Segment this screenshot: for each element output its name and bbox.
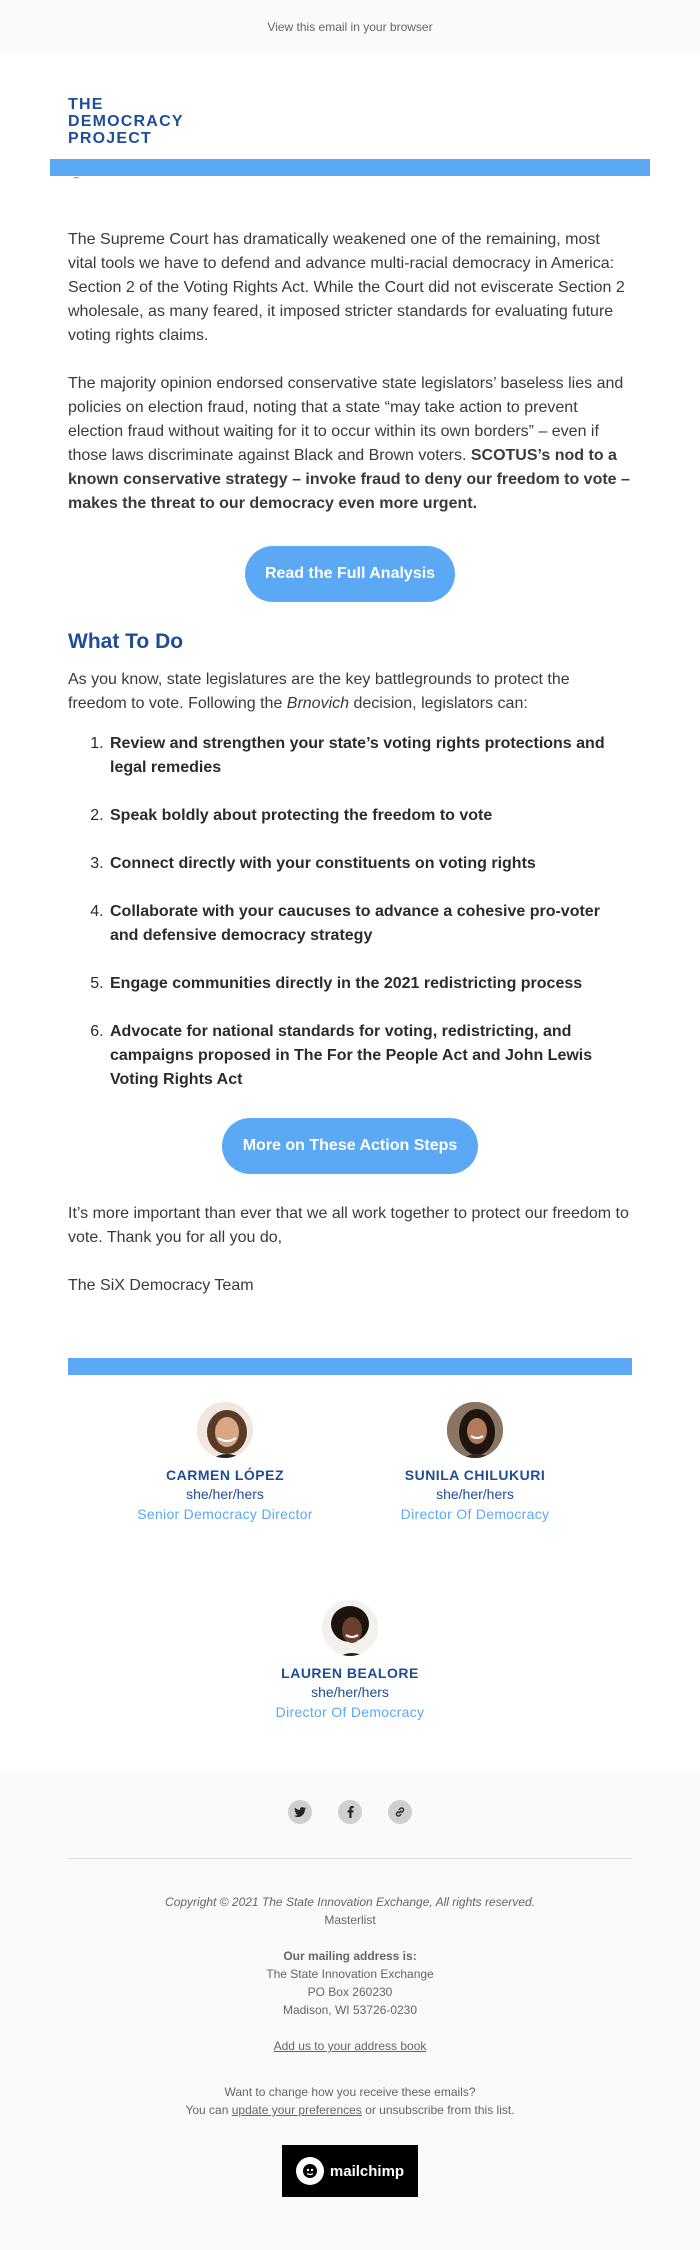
copyright-text: Copyright © 2021 The State Innovation Exchange, All rights reserved. xyxy=(165,1895,535,1909)
preferences-text-start: You can xyxy=(185,2103,232,2117)
staff-divider-bar xyxy=(68,1358,632,1375)
staff-role: Director Of Democracy xyxy=(400,1506,550,1522)
staff-row-2 xyxy=(0,1598,700,1770)
staff-card-lauren xyxy=(255,1598,445,1720)
staff-role: Senior Democracy Director xyxy=(137,1506,313,1522)
lauren-photo-icon xyxy=(322,1600,380,1658)
address-line-1: The State Innovation Exchange xyxy=(266,1967,434,1981)
button-row-1 xyxy=(68,546,632,602)
more-action-steps-button[interactable]: More on These Action Steps xyxy=(222,1118,478,1174)
browser-view-bar xyxy=(0,0,700,54)
staff-pronouns: she/her/hers xyxy=(436,1486,514,1502)
action-step-1: 1. Review and strengthen your state’s voting rights protections and legal remedies xyxy=(108,732,632,780)
avatar xyxy=(320,1598,380,1658)
avatar xyxy=(445,1400,505,1460)
email-footer xyxy=(0,1770,700,2237)
read-full-analysis-button[interactable]: Read the Full Analysis xyxy=(245,546,455,602)
closing-paragraph: It’s more important than ever that we all work together to protect our freedom to vote. Thank you for all you do, xyxy=(68,1205,629,1246)
logo-line-1: THE xyxy=(68,96,104,113)
signoff: The SiX Democracy Team xyxy=(68,1277,254,1294)
divider-mark: _ xyxy=(74,168,80,178)
address-line-2: PO Box 260230 xyxy=(307,1985,393,1999)
staff-name: LAUREN BEALORE xyxy=(281,1665,419,1681)
unsubscribe-text: or unsubscribe from this list. xyxy=(361,2103,515,2117)
logo-line-2: DEMOCRACY xyxy=(68,113,184,130)
intro-paragraph-2-text: The majority opinion endorsed conservative state legislators’ baseless lies and policies on election fraud, noting that a state “may take action to prevent election fraud without waiting for it to occur within its own borders” – even if those laws discriminate against Black and Brown voters. xyxy=(68,375,624,464)
staff-name: SUNILA CHILUKURI xyxy=(404,1467,546,1483)
action-step-5: 5. Engage communities directly in the 2021 redistricting process xyxy=(108,972,632,996)
staff-pronouns: she/her/hers xyxy=(311,1684,389,1700)
sunila-photo-icon xyxy=(447,1402,505,1460)
view-in-browser-link[interactable]: View this email in your browser xyxy=(267,20,433,34)
update-preferences-link[interactable]: update your preferences xyxy=(231,2103,362,2117)
what-to-do-heading: What To Do xyxy=(68,630,184,653)
avatar xyxy=(195,1400,255,1460)
action-step-6: 6. Advocate for national standards for voting, redistricting, and campaigns proposed in The For the People Act and John Lewis Voting Rights Act xyxy=(108,1020,632,1092)
preferences-line xyxy=(0,2101,700,2119)
staff-role: Director Of Democracy xyxy=(275,1704,425,1720)
mailing-heading: Our mailing address is: xyxy=(283,1949,417,1963)
link-icon[interactable] xyxy=(388,1800,412,1824)
change-delivery-text: Want to change how you receive these emails? xyxy=(224,2085,476,2099)
twitter-icon[interactable] xyxy=(288,1800,312,1824)
mailchimp-badge[interactable] xyxy=(282,2145,418,2197)
address-book-block xyxy=(0,2037,700,2055)
what-to-do-intro-start: As you know, state legislatures are the key battlegrounds to protect the freedom to vote. Following the xyxy=(68,671,570,712)
staff-card-sunila xyxy=(380,1400,570,1522)
staff-card-carmen xyxy=(130,1400,320,1522)
facebook-icon[interactable] xyxy=(338,1800,362,1824)
button-row-2 xyxy=(68,1118,632,1174)
email-body xyxy=(0,54,700,1770)
email-content xyxy=(0,176,700,1298)
footer-divider xyxy=(68,1858,632,1859)
action-step-4: 4. Collaborate with your caucuses to advance a cohesive pro-voter and defensive democracy strategy xyxy=(108,900,632,948)
social-links xyxy=(0,1800,700,1824)
intro-paragraph-2-bold: SCOTUS’s nod to a known conservative strategy – invoke fraud to deny our freedom to vote – makes the threat to our democracy even more urgent. xyxy=(68,447,630,512)
list-name: Masterlist xyxy=(324,1913,376,1927)
footer-spacer xyxy=(0,2197,700,2237)
democracy-project-logo xyxy=(0,54,700,159)
what-to-do-intro xyxy=(68,668,632,716)
preferences-block xyxy=(0,2083,700,2119)
add-to-address-book-link[interactable]: Add us to your address book xyxy=(273,2039,427,2053)
staff-row-1 xyxy=(0,1400,700,1522)
action-step-3: 3. Connect directly with your constituents on voting rights xyxy=(108,852,632,876)
intro-paragraph-1: The Supreme Court has dramatically weakened one of the remaining, most vital tools we have to defend and advance multi-racial democracy in America: Section 2 of the Voting Rights Act. While the Court did not eviscerate Section 2 wholesale, as many feared, it imposed stricter standards for evaluating future voting rights claims. xyxy=(68,231,625,344)
brnovich-italic: Brnovich xyxy=(286,695,350,712)
what-to-do-intro-end: decision, legislators can: xyxy=(349,695,528,712)
footer-copyright-block xyxy=(0,1893,700,1929)
mailchimp-wordmark: mailchimp xyxy=(329,2162,405,2180)
header-divider-bar xyxy=(50,159,650,176)
mailchimp-logo-icon xyxy=(296,2157,324,2185)
logo-line-3: PROJECT xyxy=(68,130,152,147)
carmen-photo-icon xyxy=(197,1402,255,1460)
intro-paragraph-2 xyxy=(68,372,632,516)
staff-pronouns: she/her/hers xyxy=(186,1486,264,1502)
address-line-3: Madison, WI 53726-0230 xyxy=(282,2003,418,2017)
action-steps-list xyxy=(68,732,632,1092)
action-step-2: 2. Speak boldly about protecting the freedom to vote xyxy=(108,804,632,828)
staff-name: CARMEN LÓPEZ xyxy=(166,1467,284,1483)
mailing-address-block xyxy=(0,1947,700,2019)
